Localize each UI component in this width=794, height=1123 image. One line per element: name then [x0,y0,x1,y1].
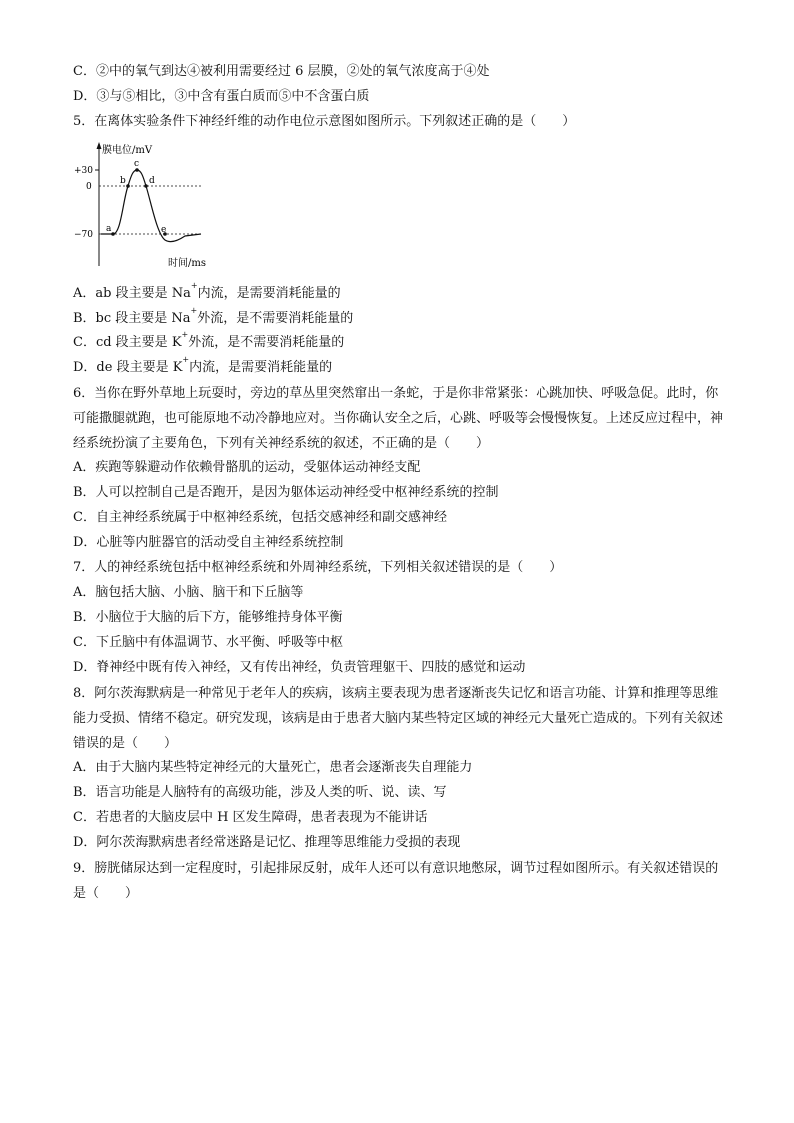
q7-option-b: B．小脑位于大脑的后下方，能够维持身体平衡 [73,610,343,625]
label-a: a [106,224,112,234]
q6-option-a: A．疾跑等躲避动作依赖骨骼肌的运动，受躯体运动神经支配 [73,460,421,475]
tick-plus-30: +30 [74,166,93,176]
x-axis-label: 时间/ms [168,258,206,269]
y-axis-arrow [97,142,102,149]
y-axis-label: 膜电位/mV [102,145,153,156]
label-e: e [161,225,167,235]
point-b [126,184,130,188]
q4-option-d: D．③与⑤相比，③中含有蛋白质而⑤中不含蛋白质 [73,89,370,104]
q6-option-c: C．自主神经系统属于中枢神经系统，包括交感神经和副交感神经 [73,510,447,525]
label-c: c [134,159,140,169]
q5-option-d: D．de 段主要是 K+内流，是需要消耗能量的 [73,355,333,375]
q8-stem: 8．阿尔茨海默病是一种常见于老年人的疾病，该病主要表现为患者逐渐丧失记忆和语言功能、计算和推理等思维能力受损、情绪不稳定。研究发现，该病是由于患者大脑内某些特定区域的神经元大量死亡造成的。下列有关叙述错误的是（ ） [73,686,724,751]
tick-minus-70: −70 [74,230,93,240]
label-b: b [120,176,126,186]
q5-option-b: B．bc 段主要是 Na+外流，是不需要消耗能量的 [73,306,354,326]
point-d [144,184,148,188]
q4-option-c: C．②中的氧气到达④被利用需要经过 6 层膜，②处的氧气浓度高于④处 [73,64,490,79]
q8-option-a: A．由于大脑内某些特定神经元的大量死亡，患者会逐渐丧失自理能力 [73,760,473,775]
q7-option-d: D．脊神经中既有传入神经，又有传出神经，负责管理躯干、四肢的感觉和运动 [73,660,526,675]
q8-option-d: D．阿尔茨海默病患者经常迷路是记忆、推理等思维能力受损的表现 [73,835,461,850]
action-potential-figure [73,140,223,270]
q7-option-c: C．下丘脑中有体温调节、水平衡、呼吸等中枢 [73,635,343,650]
q8-option-b: B．语言功能是人脑特有的高级功能，涉及人类的听、说、读、写 [73,785,447,800]
point-a [111,232,115,236]
q5-option-c: C．cd 段主要是 K+外流，是不需要消耗能量的 [73,330,345,350]
q6-stem: 6．当你在野外草地上玩耍时，旁边的草丛里突然窜出一条蛇，于是你非常紧张：心跳加快、呼吸急促。此时，你可能撒腿就跑，也可能原地不动冷静地应对。当你确认安全之后，心跳、呼吸等会慢慢恢复。上述反应过程中，神经系统扮演了主要角色，下列有关神经系统的叙述，不正确的是（ ） [73,386,724,451]
tick-zero: 0 [86,182,92,192]
q7-stem: 7．人的神经系统包括中枢神经系统和外周神经系统，下列相关叙述错误的是（ ） [73,560,563,575]
q6-option-b: B．人可以控制自己是否跑开，是因为躯体运动神经受中枢神经系统的控制 [73,485,499,500]
q6-option-d: D．心脏等内脏器官的活动受自主神经系统控制 [73,535,344,550]
q7-option-a: A．脑包括大脑、小脑、脑干和下丘脑等 [73,585,304,600]
label-d: d [149,176,155,186]
q9-stem: 9．膀胱储尿达到一定程度时，引起排尿反射，成年人还可以有意识地憋尿，调节过程如图所示。有关叙述错误的是（ ） [73,861,719,901]
q5-stem: 5．在离体实验条件下神经纤维的动作电位示意图如图所示。下列叙述正确的是（ ） [73,114,576,129]
q5-option-a: A．ab 段主要是 Na+内流，是需要消耗能量的 [73,281,341,301]
q8-option-c: C．若患者的大脑皮层中 H 区发生障碍，患者表现为不能讲话 [73,810,428,825]
